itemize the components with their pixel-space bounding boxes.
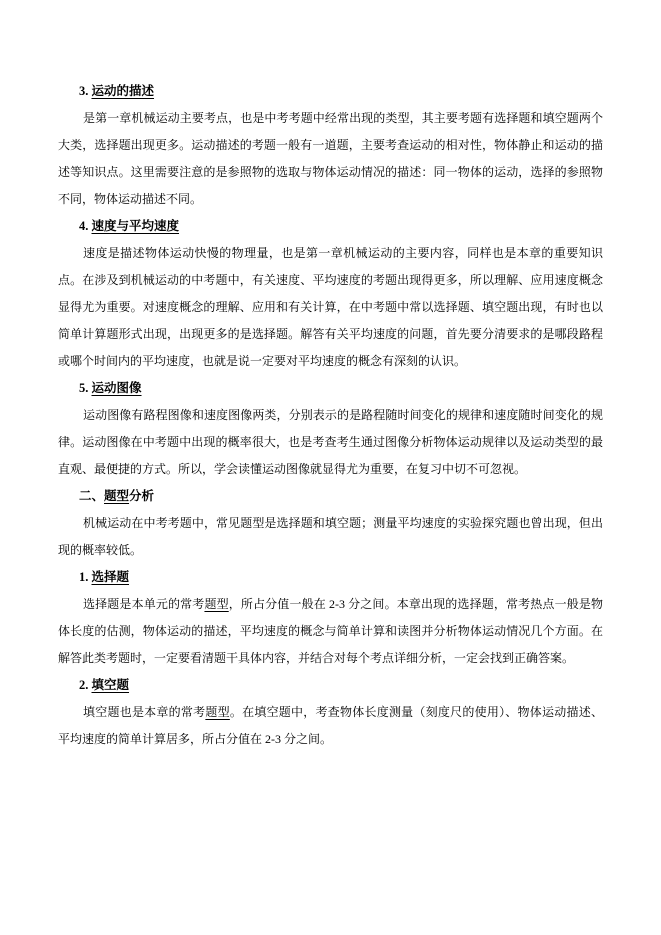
text-run: 5. (79, 381, 92, 395)
paragraph-fill-in-blank (58, 699, 603, 753)
text-run: 运动图像有路程图像和速度图像两类，分别表示的是路程随时间变化的规律和速度随时间变化的规律。运动图像在中考题中出现的概率很大，也是考查考生通过图像分析物体运动规律以及运动类型的最直观、最便捷的方式。所以，学会读懂运动图像就显得尤为重要，在复习中切不可忽视。 (58, 408, 603, 476)
paragraph-motion-graphs (58, 402, 603, 483)
text-run: 3. (79, 84, 92, 98)
text-run: 机械运动在中考考题中，常见题型是选择题和填空题；测量平均速度的实验探究题也曾出现，但出现的概率较低。 (58, 516, 603, 557)
text-run: 。在填空题中，考查物体长度测量（刻度尺的使用）、物体运动描述、平均速度的简单计算居多，所占分值在 2-3 分之间。 (58, 705, 603, 746)
paragraph-speed-and-average-speed (58, 240, 603, 375)
text-run: ，所占分值一般在 2-3 分之间。本章出现的选择题，常考热点一般是物体长度的估测，物体运动的描述，平均速度的概念与简单计算和读图并分析物体运动情况几个方面。在解答此类考题时，一定要看清题干具体内容，并结合对每个考点详细分析，一定会找到正确答案。 (58, 597, 603, 665)
text-run: 1. (79, 570, 92, 584)
text-run: 分析 (129, 489, 155, 503)
underlined-text: 题型 (204, 597, 229, 611)
text-run: 选择题是本单元的常考 (83, 597, 205, 611)
underlined-text: 运动图像 (91, 381, 142, 395)
heading-1-multiple-choice (58, 564, 603, 591)
text-run: 是第一章机械运动主要考点，也是中考考题中经常出现的类型，其主要考题有选择题和填空题两个大类，选择题出现更多。运动描述的考题一般有一道题，主要考查运动的相对性，物体静止和运动的描述等知识点。这里需要注意的是参照物的选取与物体运动情况的描述：同一物体的运动，选择的参照物不同，物体运动描述不同。 (58, 111, 603, 206)
text-run: 4. (79, 219, 92, 233)
document-body (58, 78, 603, 753)
text-run: 二、 (79, 489, 105, 503)
heading-section2-question-type-analysis (58, 483, 603, 510)
heading-3-motion-description (58, 78, 603, 105)
heading-2-fill-in-blank (58, 672, 603, 699)
underlined-text: 题型 (205, 705, 230, 719)
underlined-text: 运动的描述 (91, 84, 155, 98)
underlined-text: 选择题 (91, 570, 130, 584)
paragraph-multiple-choice (58, 591, 603, 672)
underlined-text: 题型 (104, 489, 130, 503)
heading-5-motion-graphs (58, 375, 603, 402)
paragraph-question-types-overview (58, 510, 603, 564)
underlined-text: 速度与平均速度 (91, 219, 180, 233)
paragraph-motion-description (58, 105, 603, 213)
text-run: 填空题也是本章的常考 (83, 705, 206, 719)
text-run: 速度是描述物体运动快慢的物理量，也是第一章机械运动的主要内容，同样也是本章的重要知识点。在涉及到机械运动的中考题中，有关速度、平均速度的考题出现得更多，所以理解、应用速度概念显得尤为重要。对速度概念的理解、应用和有关计算，在中考题中常以选择题、填空题出现，有时也以简单计算题形式出现，出现更多的是选择题。解答有关平均速度的问题，首先要分清要求的是哪段路程或哪个时间内的平均速度，也就是说一定要对平均速度的概念有深刻的认识。 (58, 246, 603, 368)
underlined-text: 填空题 (91, 678, 130, 692)
heading-4-speed-and-average-speed (58, 213, 603, 240)
text-run: 2. (79, 678, 92, 692)
